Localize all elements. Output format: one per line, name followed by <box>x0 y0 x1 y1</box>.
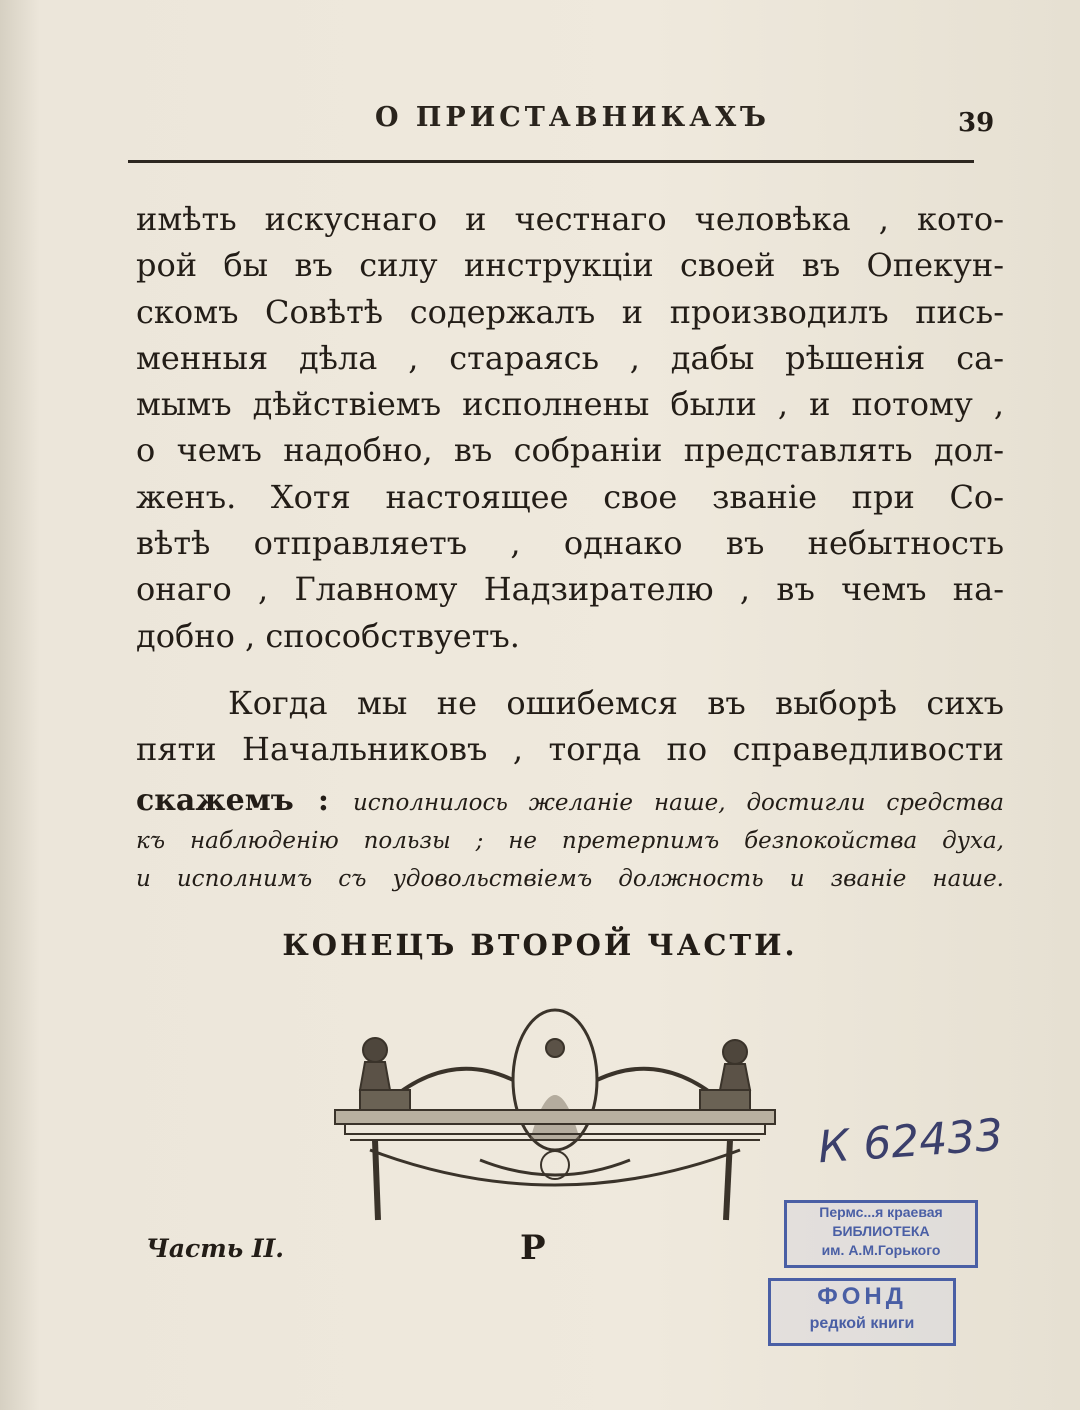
page-number: 39 <box>958 108 995 138</box>
text-line: пяти Начальниковъ , тогда по справедливости <box>136 730 1004 768</box>
text-line: рой бы въ силу инструкціи своей въ Опекун- <box>136 246 1004 285</box>
text-line: онаго , Главному Надзирателю , въ чемъ на- <box>136 570 1004 609</box>
text-line: имѣть искуснаго и честнаго человѣка , кото- <box>136 200 1004 238</box>
quote-line-3: и исполнимъ съ удовольствіемъ должность и званіе наше. <box>136 866 1004 892</box>
text-line: вѣтѣ отправляетъ , однако въ небытность <box>136 524 1004 563</box>
stamp-line: ФОНД <box>817 1283 907 1310</box>
paragraph-2 <box>136 680 1004 772</box>
text-line: скомъ Совѣтѣ содержалъ и производилъ пись- <box>136 292 1004 331</box>
running-title: О ПРИСТАВНИКАХЪ <box>375 102 770 133</box>
shelf-mark-handwritten: К 62433 <box>816 1109 1005 1174</box>
rare-book-fund-stamp <box>768 1278 956 1346</box>
stamp-line: Пермс...я краевая <box>819 1204 943 1220</box>
italic-quote <box>136 782 1004 898</box>
library-stamp <box>784 1200 978 1268</box>
text-line: Когда мы не ошибемся въ выборѣ сихъ <box>228 684 1004 722</box>
ornamental-vignette <box>330 990 780 1230</box>
text-line: менныя дѣла , стараясь , дабы рѣшенія са- <box>136 338 1004 377</box>
text-line: о чемъ надобно, въ собраніи представлять дол- <box>136 431 1004 470</box>
signature-mark: Часть II. <box>146 1234 284 1263</box>
sheet-letter: P <box>520 1228 546 1268</box>
colophon: КОНЕЦЪ ВТОРОЙ ЧАСТИ. <box>282 928 798 962</box>
quote-line-2: къ наблюденію пользы ; не претерпимъ безпокойства духа, <box>136 828 1004 854</box>
paragraph-1 <box>136 196 1004 659</box>
quote-text: исполнилось желаніе наше, достигли средства <box>352 790 1005 816</box>
text-line: мымъ дѣйствіемъ исполнены были , и потому , <box>136 385 1004 424</box>
running-head <box>0 102 1080 142</box>
stamp-line: им. А.М.Горького <box>821 1242 941 1258</box>
stamp-line: редкой книги <box>809 1315 915 1332</box>
quote-lead: скажемъ : <box>136 783 329 818</box>
quote-line-1 <box>136 782 1004 822</box>
stamp-line: БИБЛИОТЕКА <box>832 1223 930 1239</box>
header-rule <box>128 160 974 163</box>
text-line: добно , способствуетъ. <box>136 616 520 655</box>
text-line: женъ. Хотя настоящее свое званіе при Со- <box>136 477 1004 516</box>
